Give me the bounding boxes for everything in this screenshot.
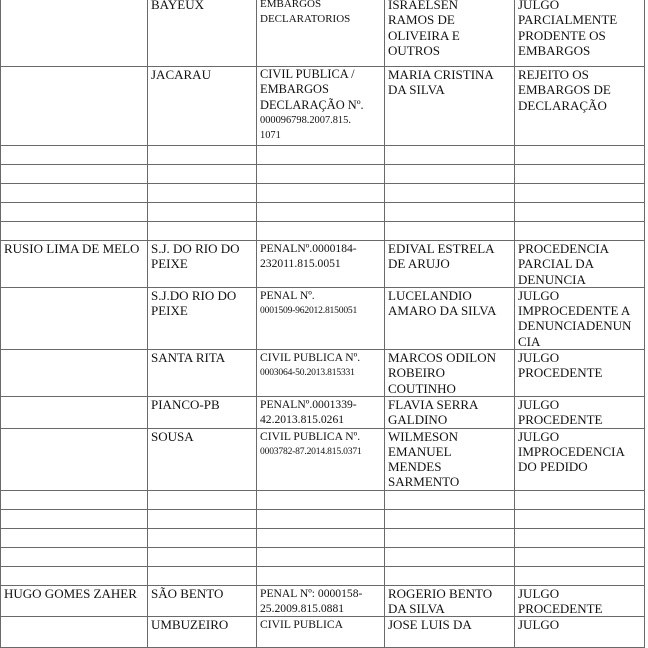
judge-cell [1,396,148,428]
table-row [1,585,645,617]
table-row [1,0,645,67]
judge-cell [1,0,148,67]
process-cell: CIVIL PUBLICA Nº. 0003064-50.2013.815331 [257,350,385,397]
decision-cell: JULGO PROCEDENTE [515,350,645,397]
city-cell: PIANCO-PB [148,396,257,428]
judge-cell [1,67,148,146]
table-row [1,67,645,146]
empty-row [1,509,645,528]
judge-cell [1,617,148,648]
decision-cell: JULGO PROCEDENTE [515,585,645,617]
city-cell: JACARAU [148,67,257,146]
table-row [1,617,645,648]
process-cell: PENALNº.0000184- 232011.815.0051 [257,241,385,288]
empty-row [1,146,645,165]
judge-cell: RUSIO LIMA DE MELO [1,241,148,288]
party-cell: ROGERIO BENTO DA SILVA [385,585,515,617]
decision-cell: REJEITO OS EMBARGOS DE DECLARAÇÃO [515,67,645,146]
process-cell: PENAL Nº: 0000158- 25.2009.815.0881 [257,585,385,617]
city-cell: S.J. DO RIO DO PEIXE [148,241,257,288]
empty-row [1,547,645,566]
city-cell: S.J.DO RIO DO PEIXE [148,287,257,349]
city-cell: BAYEUX [148,0,257,67]
decision-cell: PROCEDENCIA PARCIAL DA DENUNCIA [515,241,645,288]
judge-cell [1,287,148,349]
city-cell: SÃO BENTO [148,585,257,617]
city-cell: UMBUZEIRO [148,617,257,648]
process-cell: CIVIL PUBLICA Nº. 0003782-87.2014.815.0371 [257,428,385,490]
empty-row [1,566,645,585]
empty-row [1,222,645,241]
party-cell: LUCELANDIO AMARO DA SILVA [385,287,515,349]
table-row [1,396,645,428]
table-row [1,428,645,490]
city-cell: SANTA RITA [148,350,257,397]
decision-cell: JULGO [515,617,645,648]
process-cell: CIVIL PUBLICA / EMBARGOS DECLARAÇÃO Nº. 000096798.2007.815. 1071 [257,67,385,146]
empty-row [1,203,645,222]
judge-cell [1,350,148,397]
process-cell: EMBARGOS DECLARATORIOS [257,0,385,67]
decision-cell: JULGO PROCEDENTE [515,396,645,428]
process-cell: PENALNº.0001339- 42.2013.815.0261 [257,396,385,428]
empty-row [1,165,645,184]
party-cell: MARIA CRISTINA DA SILVA [385,67,515,146]
party-cell: MARCOS ODILON ROBEIRO COUTINHO [385,350,515,397]
process-cell: CIVIL PUBLICA [257,617,385,648]
decision-cell: JULGO PARCIALMENTE PRODENTE OS EMBARGOS [515,0,645,67]
empty-row [1,528,645,547]
judge-cell [1,428,148,490]
city-cell: SOUSA [148,428,257,490]
party-cell: ISRAELSEN RAMOS DE OLIVEIRA E OUTROS [385,0,515,67]
decision-cell: JULGO IMPROCEDENTE A DENUNCIADENUN CIA [515,287,645,349]
table-row [1,350,645,397]
party-cell: EDIVAL ESTRELA DE ARUJO [385,241,515,288]
judge-cell: HUGO GOMES ZAHER [1,585,148,617]
party-cell: FLAVIA SERRA GALDINO [385,396,515,428]
process-cell: PENAL Nº. 0001509-962012.8150051 [257,287,385,349]
empty-row [1,490,645,509]
empty-row [1,184,645,203]
table-row [1,241,645,288]
party-cell: JOSE LUIS DA [385,617,515,648]
decision-cell: JULGO IMPROCEDENCIA DO PEDIDO [515,428,645,490]
party-cell: WILMESON EMANUEL MENDES SARMENTO [385,428,515,490]
table-row [1,287,645,349]
